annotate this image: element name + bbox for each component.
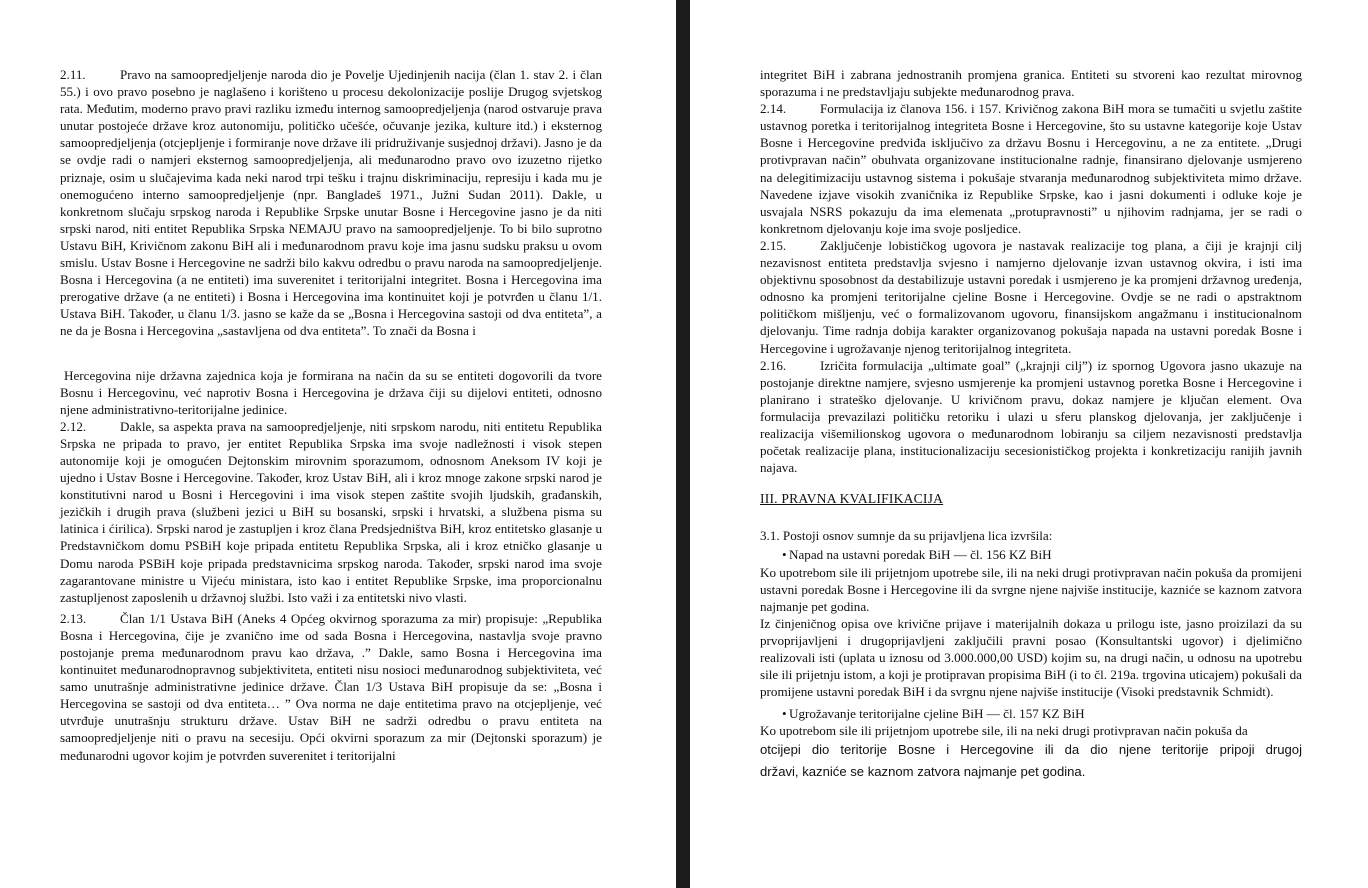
bullet-text: Ugrožavanje teritorijalne cjeline BiH — čl. 157 KZ BiH: [789, 706, 1085, 722]
paragraph-2-11: [60, 66, 602, 340]
paragraph-2-15: [760, 237, 1302, 357]
page-gutter: [676, 0, 690, 888]
paragraph-number: 2.14.: [760, 101, 787, 117]
article-156-text: Ko upotrebom sile ili prijetnjom upotrebe sile, ili na neki drugi protivpravan način pokuša da promijeni ustavni poredak Bosne i Hercegovine ili da svrgne njene najviše institucije, kazniće se kaznom zatvora najmanje pet godina.: [760, 564, 1302, 614]
paragraph-text: Zaključenje lobističkog ugovora je nastavak realizacije tog plana, a čiji je krajnji cilj nezavisnost entiteta predstavlja svjesno i namjerno djelovanje izvan ustavnog okvira, i isti ima objektivnu sposobnost da destabilizuje ustavni poredak i usmjereno je ka promjeni državnog uređenja, odnosno ka promjeni teritorijalne cjeline Bosne i Hercegovine. Ovdje se ne radi o apstraktnom političkom mišljenju, već o formalizovanom ugovoru, finansijskom angažmanu i institucionalnom djelovanju. Time radnja dobija karakter organizovanog pokušaja napada na ustavni poredak Bosne i Hercegovine i ugrožavanje njenog teritorijalnog integriteta.: [760, 237, 1302, 356]
paragraph-2-16: [760, 357, 1302, 477]
paragraph-2-11-continuation: Hercegovina nije državna zajednica koja je formirana na način da su se entiteti dogovorili da tvore Bosnu i Hercegovinu, već naprotiv Bosna i Hercegovina je država čiji su dijelovi entiteti, odnosno njene administrativno-teritorijalne jedinice.: [60, 367, 602, 417]
paragraph-number: 2.11.: [60, 67, 86, 82]
paragraph-number: 2.13.: [60, 610, 87, 626]
paragraph-2-13-continuation: integritet BiH i zabrana jednostranih promjena granica. Entiteti su stvoreni kao rezultat mirovnog sporazuma i ne predstavljaju subjekte međunarodnog prava.: [760, 67, 1302, 100]
paragraph-2-13: [60, 610, 602, 764]
paragraph-text: Pravo na samoopredjeljenje naroda dio je Povelje Ujedinjenih nacija (član 1. stav 2. i član 55.) i ovo pravo posebno je naglašeno i korišteno u procesu dekolonizacije poslije Drugog svjetskog rata. Međutim, moderno pravo pravi razliku između internog samoopredjeljenja (narod ostvaruje prava unutar postojeće države kroz autonomiju, političko učešće, očuvanje jezika, kulture itd.) i eksternog samoopredjeljenja (otcjepljenje i formiranje nove države ili pridruživanje susjednoj državi). Jasno je da se ovdje radi o namjeri eksternog samoopredjeljenja, ali međunarodno pravo ovo izuzetno rijetko priznaje, osim u slučajevima kada neki narod trpi tešku i trajnu diskriminaciju, represiju i kada mu je onemogućeno interno samoopredjeljenje (npr. Bangladeš 1971., Južni Sudan 2011). Dakle, u konkretnom slučaju srpskog naroda i Republike Srpske unutar Bosne i Hercegovine jasno je da niti srpski narod, niti entitet Republika Srpska NEMAJU pravo na samoopredjeljenje. To bi bilo suprotno Ustavu BiH, Krivičnom zakonu BiH ali i međunarodnom pravu koje ima jasnu sudsku praksu u ovom smislu. Ustav Bosne i Hercegovine ne sadrži bilo kakvu odredbu o pravu naroda na samoopredjeljenje. Bosna i Hercegovina (a ne entiteti) ima suverenitet i teritorijalni integritet. Bosna i Hercegovina ima prerogative države (a ne entiteti) i Bosna i Hercegovina ima kontinuitet koji je potvrđen u članu 1/1. Ustava BiH. Također, u članu 1/3. jasno se kaže da se „Bosna i Hercegovina sastoji od dva entiteta”, a ne da je Bosna i Hercegovina „sastavljena od dva entiteta”. To znači da Bosna i: [60, 67, 602, 339]
paragraph-text: Izričita formulacija „ultimate goal” („krajnji cilj”) iz spornog Ugovora jasno ukazuje na postojanje direktne namjere, svjesno usmjerenje ka promjeni ustavnog poretka Bosne i Hercegovine i planirano i strateško djelovanje. U krivičnom pravu, dokaz namjere je ključan element. Ova formulacija prevazilazi političku retoriku i ulazi u sferu planskog djelovanja, jer zaključenje i realizacija višemilionskog ugovora o međunarodnom lobiranju sa ciljem nezavisnosti predstavlja početak realizacije plana, institucionalizaciju secesionističkog projekta i konkretizaciju ranijih javnih najava.: [760, 357, 1302, 476]
bullet-item-art-156: [782, 546, 1302, 563]
paragraph-number: 2.16.: [760, 357, 787, 373]
paragraph-text: Član 1/1 Ustava BiH (Aneks 4 Općeg okvirnog sporazuma za mir) propisuje: „Republika Bosna i Hercegovina, čije je zvanično ime od sada Bosna i Hercegovina, nastavlja svoje pravno postojanje prema međunarodnom pravu kao država, .” Dakle, samo Bosna i Hercegovina ima kontinuitet međunarodnopravnog subjektiviteta, entiteti nisu nosioci međunarodnog subjektiviteta, već samo unutrašnje administrativne jedinice države. Član 1/3 Ustava BiH propisuje da se: „Bosna i Hercegovina se sastoji od dva entiteta… ” Ova norma ne daje entitetima pravo na otcjepljenje, već utvrđuje unutrašnju strukturu države. Ustav BiH ne sadrži odredbu o pravu entiteta na samoopredjeljenje niti o pravu na secesiju. Opći okvirni sporazum za mir (Dejtonski sporazum) je međunarodni ugovor kojim je potvrđen suverenitet i teritorijalni: [60, 610, 602, 763]
bullet-icon: •: [782, 547, 787, 563]
paragraph-number: 2.15.: [760, 237, 787, 253]
document-page-left: [0, 0, 676, 888]
document-page-right: [690, 0, 1368, 888]
bullet-text: Napad na ustavni poredak BiH — čl. 156 KZ BiH: [789, 547, 1052, 563]
factual-description: Iz činjeničnog opisa ove krivične prijave i materijalnih dokaza u prilogu iste, jasno proizilazi da su prvoprijavljeni i drugoprijavljeni zaključili pravni posao (Konsultantski ugovor) i djelimično realizovali isti (uplata u iznosu od 3.000.000,00 USD) kojim su, na drugi način, u odnosu na upotrebu sile ili prijetnju istom, a koji je protipravan propisima BiH (i to čl. 219a. trgovina uticajem) pokušali da promijene ustavni poredak BiH i da svrgnu njene najviše institucije (Visoki predstavnik Schmidt).: [760, 615, 1302, 700]
page-body: [60, 66, 602, 764]
paragraph-number: 2.12.: [60, 418, 87, 434]
paragraph-2-12: [60, 418, 602, 606]
page-break-gap: [60, 340, 602, 367]
subsection-3-1: 3.1. Postoji osnov sumnje da su prijavljena lica izvršila:: [760, 528, 1053, 544]
paragraph-text: Dakle, sa aspekta prava na samoopredjeljenje, niti srpskom narodu, niti entitetu Republika Srpska ne pripada to pravo, jer entitet Republika Srpska ima svoje nadležnosti i visok stepen autonomije koji je omogućen Dejtonskim mirovnim sporazumom, odnosnom Aneksom IV koji je ujedno i Ustav Bosne i Hercegovine. Također, kroz Ustav BiH, ali i kroz mnoge zakone srpski narod je konstitutivni narod u Bosni i Hercegovini i ima visok stepen zaštite svojih ljudskih, građanskih, jezičkih i drugih prava (službeni jezici u BiH su bosanski, srpski i hrvatski, a službena pisma su latinica i ćirilica). Srpski narod je zastupljen i kroz člana Predsjedništva BiH, kroz entitetsko glasanje u Predstavničkom domu PSBiH koje pripada entitetu Republika Srpska, ali i kroz etničko glasanje u Domu naroda PSBiH koje pripada predstavnicima srpskog naroda. Također, srpski narod ima svoje zagarantovane ministre u Vijeću ministara, isto kao i entitet Republike Srpske, ima proporcionalnu zastupljenost zaposlenih u državnoj službi. Isto važi i za entitetski nivo vlasti.: [60, 418, 602, 605]
bullet-icon: •: [782, 706, 787, 722]
section-heading: III. PRAVNA KVALIFIKACIJA: [760, 491, 944, 507]
article-157-text-line3: državi, kazniće se kaznom zatvora najmanje pet godina.: [760, 764, 1086, 780]
bullet-item-art-157: [782, 705, 1302, 722]
paragraph-text: Formulacija iz članova 156. i 157. Krivičnog zakona BiH mora se tumačiti u svjetlu zaštite ustavnog poretka i teritorijalnog integriteta Bosne i Hercegovine, što su ustavne kategorije koje Ustav Bosne i Hercegovine predviđa isključivo za državu Bosnu i Hercegovinu, a ne za entitete. „Drugi protivpravan način” obuhvata organizovane institucionalne radnje, finansirano djelovanje usmjereno na delegitimizaciju ustavnog sistema i pokušaje stvaranja međunarodnog subjektiviteta mimo države. Navedene izjave visokih zvaničnika iz Republike Srpske, kao i jasni dokumenti i odluke koje je usvajala NSRS pokazuju da ima elemenata „protupravnosti” u njihovim radnjama, jer se radi o konkretnom djelovanju koje ima svoje posljedice.: [760, 101, 1302, 236]
article-157-text-line1: Ko upotrebom sile ili prijetnjom upotrebe sile, ili na neki drugi protivpravan način pokuša da: [760, 723, 1248, 739]
article-157-text-line2: otcijepi dio teritorije Bosne i Hercegovine ili da dio njene teritorije pripoji drugoj: [760, 742, 1302, 758]
page-body: [760, 66, 1302, 783]
paragraph-2-14: [760, 100, 1302, 237]
